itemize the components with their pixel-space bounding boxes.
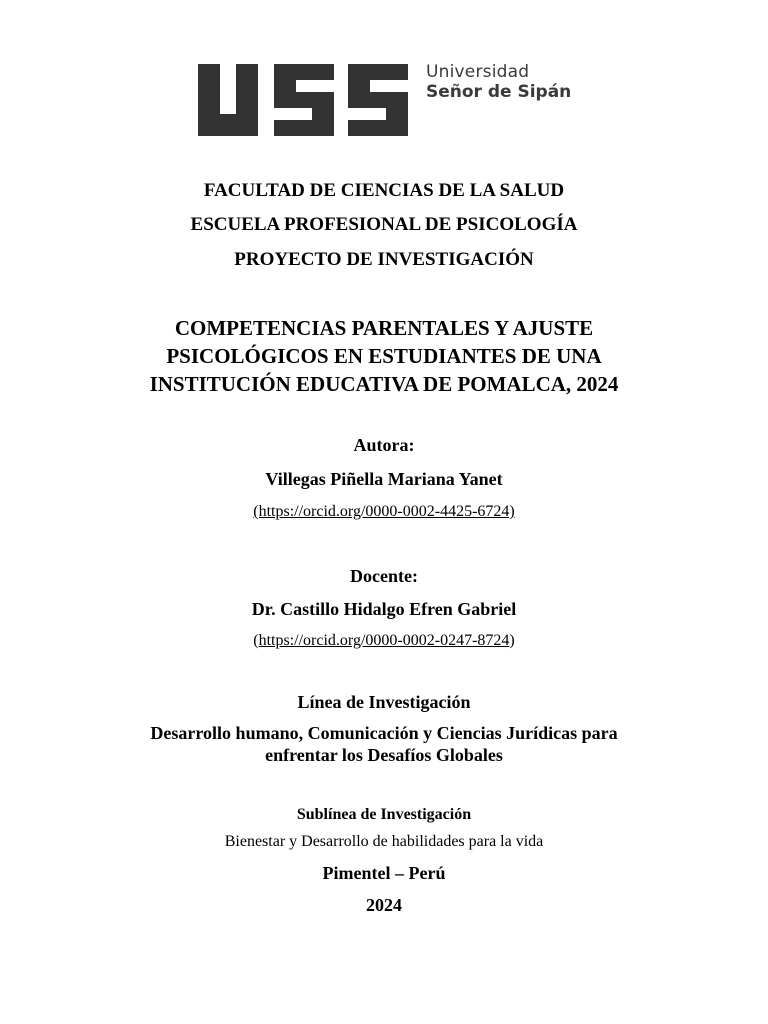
thesis-title-line-1: COMPETENCIAS PARENTALES Y AJUSTE xyxy=(174,316,594,340)
advisor-orcid-close: ) xyxy=(509,632,515,649)
logo-line-senor-de-sipan: Señor de Sipán xyxy=(426,82,572,102)
year-text: 2024 xyxy=(366,895,402,915)
advisor-name: Dr. Castillo Hidalgo Efren Gabriel xyxy=(251,599,517,619)
faculty-heading: FACULTAD DE CIENCIAS DE LA SALUD xyxy=(203,180,565,201)
thesis-title-line-3: INSTITUCIÓN EDUCATIVA DE POMALCA, 2024 xyxy=(149,372,619,396)
place-text: Pimentel – Perú xyxy=(322,863,446,883)
research-line-label: Línea de Investigación xyxy=(297,692,471,712)
logo-wordmark xyxy=(426,62,571,102)
advisor-label: Docente: xyxy=(350,566,418,586)
author-orcid-link[interactable] xyxy=(0,503,768,521)
logo-line-universidad: Universidad xyxy=(426,62,530,82)
author-name: Villegas Piñella Mariana Yanet xyxy=(265,469,503,489)
school-heading: ESCUELA PROFESIONAL DE PSICOLOGÍA xyxy=(190,214,578,235)
research-line-text-2: enfrentar los Desafíos Globales xyxy=(265,745,503,765)
document-type-heading: PROYECTO DE INVESTIGACIÓN xyxy=(234,249,534,270)
uss-logo-mark-icon xyxy=(198,62,412,138)
sub-line-value: Bienestar y Desarrollo de habilidades para la vida xyxy=(224,833,544,850)
advisor-orcid xyxy=(0,632,768,650)
thesis-title-line-2: PSICOLÓGICOS EN ESTUDIANTES DE UNA xyxy=(166,344,602,368)
author-orcid-url[interactable]: (https://orcid.org/0000-0002-4425-6724) xyxy=(253,503,515,520)
author-label: Autora: xyxy=(353,435,415,455)
advisor-orcid-open: ( xyxy=(253,632,259,649)
research-line-text-1: Desarrollo humano, Comunicación y Ciencias Jurídicas para xyxy=(150,723,618,743)
advisor-orcid-url[interactable]: https://orcid.org/0000-0002-0247-8724 xyxy=(258,632,510,649)
university-logo xyxy=(198,62,412,143)
sub-line-label: Sublínea de Investigación xyxy=(296,806,472,823)
